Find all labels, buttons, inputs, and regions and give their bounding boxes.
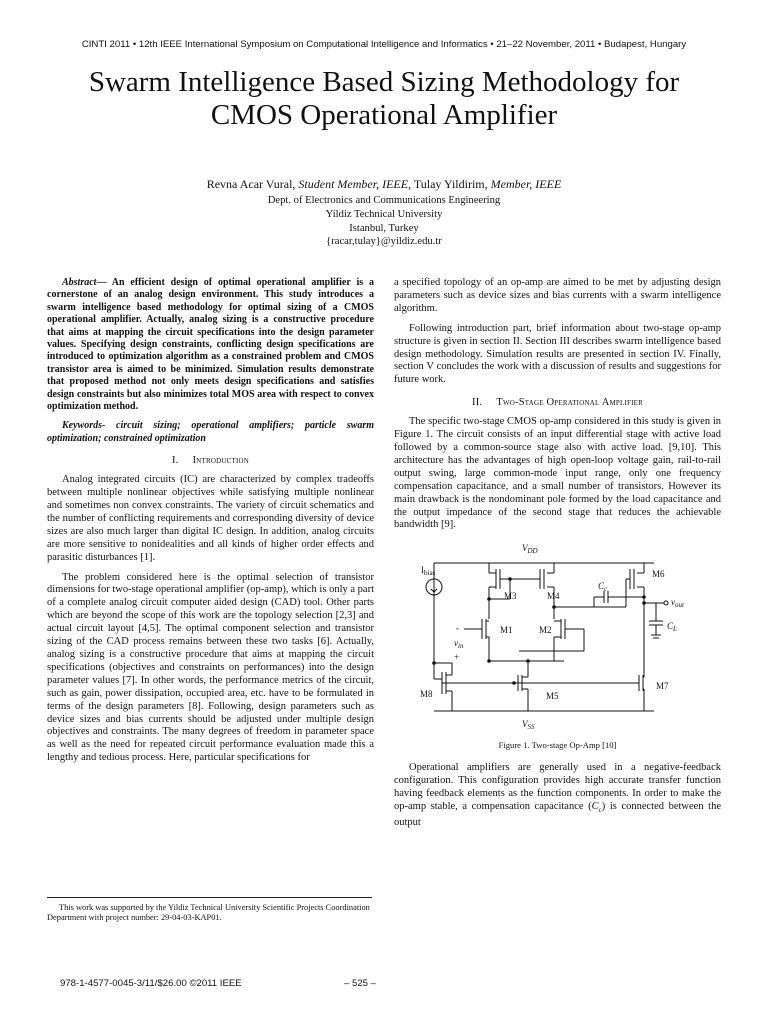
affiliation-dept: Dept. of Electronics and Communications Engineering bbox=[267, 195, 501, 206]
abstract bbox=[47, 277, 374, 413]
abstract-text: — An efficient design of optimal operational amplifier is a cornerstone of an analog design environment. This study introduces a swarm intelligence based methodology for optimal sizing of a CMOS operational amplifier. Actually, analog sizing is a constructive procedure that aims at mapping the circuit specifications into the design parameter values. Specifying design constraints, conflicting design specifications are introduced to optimization algorithm as a constrained problem and CMOS transistor area is aimed to be minimized. Simulation results demonstrate that proposed method not only meets design specifications and satisfies design constraints but also minimizes total MOS area with respect to convex optimization method. bbox=[47, 277, 374, 413]
page-number: – 525 – bbox=[344, 978, 377, 989]
section-title: Introduction bbox=[192, 455, 250, 467]
author-line bbox=[0, 177, 768, 192]
minus-sign: - bbox=[456, 623, 459, 634]
section-number: I. bbox=[171, 455, 179, 467]
section-number: II. bbox=[472, 397, 483, 409]
footnote: This work was supported by the Yildiz Technical University Scientific Projects Coordination Department with project number: 29-04-03-KAP01. bbox=[47, 903, 370, 923]
title-line-2: CMOS Operational Amplifier bbox=[210, 99, 558, 131]
m3-label: M3 bbox=[504, 591, 517, 602]
footnote-divider bbox=[47, 897, 372, 898]
paragraph: a specified topology of an op-amp are aimed to be met by adjusting design parameters such as device sizes and bias currents with a swarm intelligence algorithm. bbox=[394, 277, 721, 314]
keywords: Keywords- circuit sizing; operational amplifiers; particle swarm optimization; constrained optimization bbox=[47, 420, 374, 444]
affiliation-univ: Yildiz Technical University bbox=[325, 208, 443, 220]
paper-title bbox=[30, 66, 738, 132]
left-column bbox=[47, 277, 374, 772]
figure-caption: Figure 1. Two-stage Op-Amp [10] bbox=[498, 740, 617, 751]
section-title: Two-Stage Operational Amplifier bbox=[496, 397, 643, 409]
paragraph: Following introduction part, brief information about two-stage op-amp structure is given in section II. Section III describes swarm intelligence based design methodology. Simulation results are presented in section IV. Finally, section V concludes the work with a discussion of results and suggestions for future work. bbox=[394, 322, 721, 386]
cl-label: $C_L$ bbox=[667, 621, 677, 634]
vout-label: $v_{out}$ bbox=[671, 597, 684, 610]
affiliation-email: {racar,tulay}@yildiz.edu.tr bbox=[326, 236, 442, 248]
abstract-label: Abstract bbox=[62, 277, 97, 288]
m6-label: M6 bbox=[652, 569, 665, 580]
author-2-role: Member, IEEE bbox=[490, 177, 562, 191]
footer-isbn: 978-1-4577-0045-3/11/$26.00 ©2011 IEEE bbox=[60, 978, 242, 989]
right-column bbox=[394, 277, 721, 837]
m8-label: M8 bbox=[420, 689, 433, 700]
m7-label: M7 bbox=[656, 681, 669, 692]
vdd-label: $V_{DD}$ bbox=[522, 543, 538, 556]
m4-label: M4 bbox=[547, 591, 560, 602]
paragraph: Operational amplifiers are generally used in a negative-feedback configuration. This configuration provides high accurate transfer function having feedback elements as the function components. In order to make the op-amp stable, a compensation capacitance $(C_c)$ is connected between the output bbox=[394, 762, 722, 828]
section-heading-1 bbox=[47, 455, 374, 468]
author-1-role: Student Member, IEEE bbox=[298, 177, 409, 191]
paragraph: The problem considered here is the optimal selection of transistor dimensions for two-stage operational amplifier (op-amp), which is only a part of a complete analog circuit computer aided design (CAD) tool. Other parts which are beyond the scope of this work are the topology selection [2,3] and actual circuit layout [4,5]. The optimal component selection and transistor sizing of the CAD process remains between these two tasks [6]. Actually, analog sizing is a constructive procedure that aims at mapping the circuit specifications (objectives and constraints on performances) into the design parameter values [7]. In other words, the performance metrics of the circuit, such as gain, power dissipation, occupied area, etc. have to be formulated in terms of the design parameters [8]. Following, design parameters such as device sizes and bias currents should be adjusted under multiple design objectives and constraints. The many degrees of freedom in parameter space as well as the need for repeated circuit performance evaluation made this a lengthy and tedious process. Here, particular specifications for bbox=[47, 571, 374, 764]
cc-label: $C_c$ bbox=[598, 581, 608, 594]
title-line-1: Swarm Intelligence Based Sizing Methodology for bbox=[88, 66, 680, 98]
paragraph: Analog integrated circuits (IC) are characterized by complex tradeoffs between multiple nonlinear objectives while satisfying multiple nonlinear and sometimes non convex constraints. The variety of circuit schematics and the number of conflicting requirements and corresponding diversity of device sizes are also much larger than digital IC design. In addition, analog circuits are more sensitive to nonidealities and all kinds of higher order effects and parasitic disturbances [1]. bbox=[47, 474, 374, 563]
ibias-label: $I_{bias}$ bbox=[421, 565, 436, 578]
author-1: Revna Acar Vural, bbox=[206, 177, 299, 191]
paragraph: The specific two-stage CMOS op-amp considered in this study is given in Figure 1. The circuit consists of an input differential stage with active load followed by a common-source stage also with active load. [9,10]. This architecture has the advantages of high open-loop voltage gain, rail-to-rail output swing, large common-mode input range, only one frequency compensation capacitance, and a small number of transistors. However its main drawback is the nondominant pole formed by the load capacitance and the output impedance of the second stage that reduces the achievable bandwidth [9]. bbox=[394, 416, 721, 531]
vin-label: $v_{in}$ bbox=[454, 638, 464, 651]
section-heading-2 bbox=[394, 397, 721, 410]
vss-label: $V_{SS}$ bbox=[522, 719, 535, 732]
affiliation-city: Istanbul, Turkey bbox=[349, 222, 419, 234]
affiliation-block bbox=[0, 194, 768, 249]
m2-label: M2 bbox=[539, 625, 552, 636]
plus-sign: + bbox=[454, 652, 460, 663]
author-2: , Tulay Yildirim, bbox=[408, 177, 491, 191]
opamp-circuit-diagram bbox=[394, 539, 721, 737]
conference-header: CINTI 2011 • 12th IEEE International Symposium on Computational Intelligence and Informatics • 21–22 November, 2011 • Budapest, Hungary bbox=[81, 39, 687, 50]
m5-label: M5 bbox=[546, 691, 559, 702]
m1-label: M1 bbox=[500, 625, 513, 636]
